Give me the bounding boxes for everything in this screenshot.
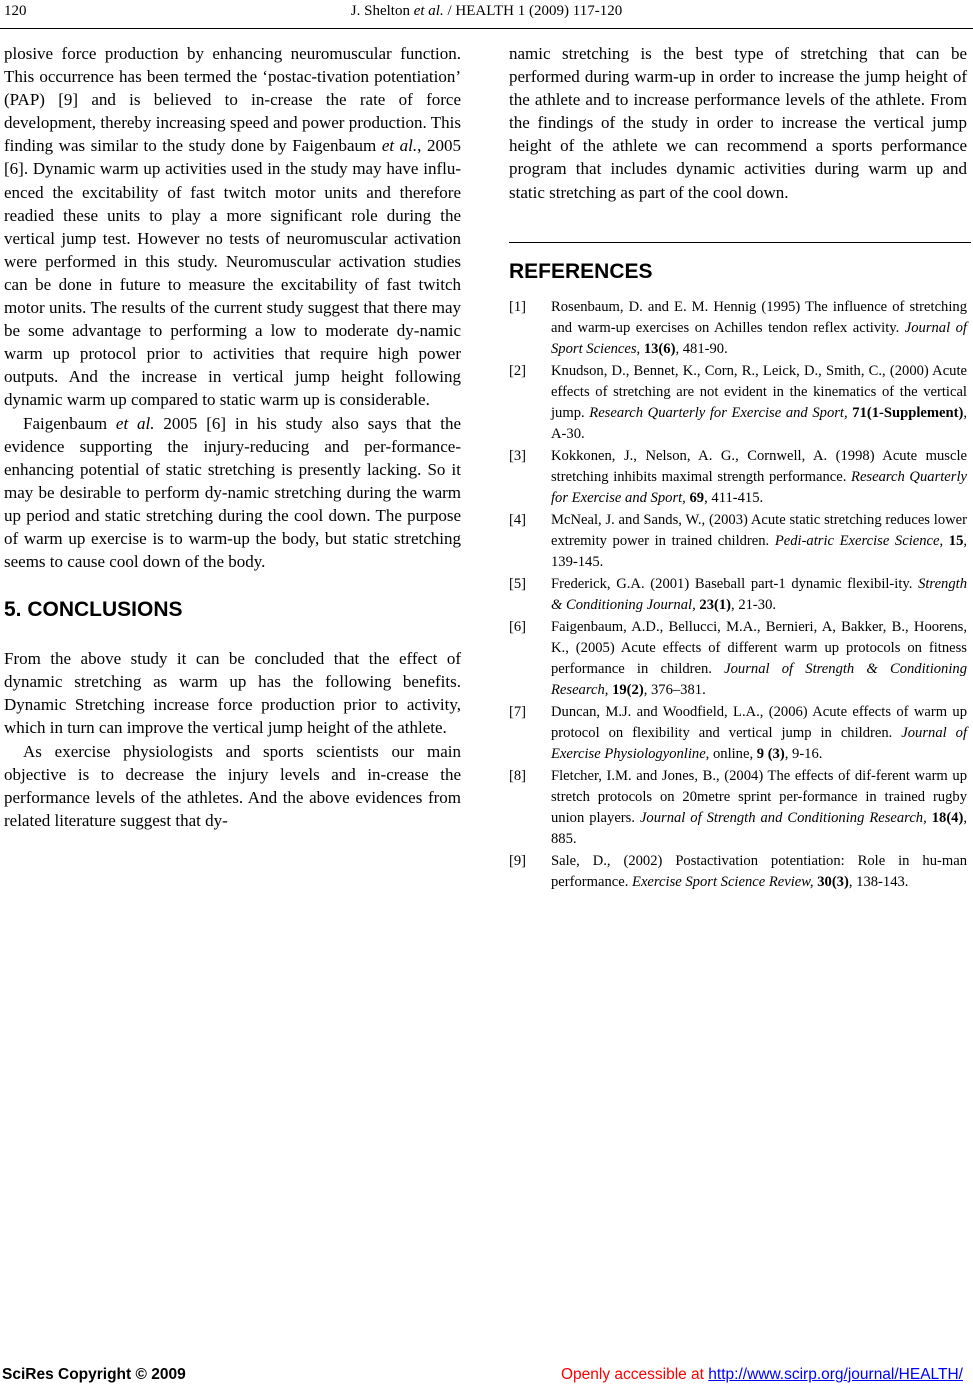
body-paragraph: From the above study it can be concluded that the effect of dynamic stretching as warm up has the following benefits. Dynamic Stretching increase force production prior to activity, which in turn can improve the vertical jump height of the athlete. xyxy=(4,649,461,738)
reference-item: [3] Kokkonen, J., Nelson, A. G., Cornwell, A. (1998) Acute muscle stretching inhibits maximal strength performance. Research Quarterly for Exercise and Sport, 69, 411-415. xyxy=(509,447,967,506)
reference-item: [6] Faigenbaum, A.D., Bellucci, M.A., Bernieri, A, Bakker, B., Hoorens, K., (2005) Acute effects of different warm up protocols on fitness performance in children. Journal of Strength & Conditioning Research, 19(2), 376–381. xyxy=(509,618,967,698)
left-column xyxy=(4,42,461,832)
reference-item: [2] Knudson, D., Bennet, K., Corn, R., Leick, D., Smith, C., (2000) Acute effects of stretching are not evident in the kinematics of the vertical jump. Research Quarterly for Exercise and Sport, 71(1-Supplement), A-30. xyxy=(509,362,968,442)
references-heading: REFERENCES xyxy=(509,259,653,283)
section-heading-conclusions: 5. CONCLUSIONS xyxy=(4,598,183,622)
body-paragraph: plosive force production by enhancing neuromuscular function. This occurrence has been termed the ‘postac-tivation potentiation’ (PAP) [9] and is believed to in-crease the rate of force development, thereby increasing speed and power production. This finding was similar to the study done by Faigenbaum et al., 2005 [6]. Dynamic warm up activities used in the study may have influ-enced the excitability of fast twitch motor units and therefore readied these units to play a more significant role during the vertical jump test. However no tests of neuromuscular activation were performed in this study. Neuromuscular activation studies can be done in future to measure the excitability of fast twitch motor units. The results of the current study suggest that there may be some advantage to performing a low to moderate dy-namic warm up protocol prior to activities that require high power outputs. And the increase in vertical jump height following dynamic warm up compared to static warm up is considerable. xyxy=(4,44,461,410)
reference-item: [1] Rosenbaum, D. and E. M. Hennig (1995) The influence of stretching and warm-up exercises on Achilles tendon reflex activity. Journal of Sport Sciences, 13(6), 481-90. xyxy=(509,298,967,357)
journal-url-link[interactable]: http://www.scirp.org/journal/HEALTH/ xyxy=(708,1366,963,1383)
reference-item: [8] Fletcher, I.M. and Jones, B., (2004) The effects of dif-ferent warm up stretch protocols on 20metre sprint per-formance in trained rugby union players. Journal of Strength and Conditioning Research, 18(4), 885. xyxy=(509,767,967,847)
reference-item: [9] Sale, D., (2002) Postactivation potentiation: Role in hu-man performance. Exercise Sport Science Review, 30(3), 138-143. xyxy=(509,852,967,890)
reference-list xyxy=(509,297,967,893)
running-head: J. Shelton et al. / HEALTH 1 (2009) 117-120 xyxy=(350,3,623,19)
body-paragraph: Faigenbaum et al. 2005 [6] in his study also says that the evidence supporting the injury-reducing and per-formance-enhancing potential of static stretching is presently lacking. So it may be desirable to perform dy-namic stretching during the warm up period and static stretching during the cool down. The purpose of warm up exercise is to warm-up the body, but static stretching seems to cause cool down of the body. xyxy=(4,413,461,572)
reference-item: [4] McNeal, J. and Sands, W., (2003) Acute static stretching reduces lower extremity power in trained children. Pedi-atric Exercise Science, 15, 139-145. xyxy=(509,511,968,570)
header-rule xyxy=(0,28,973,29)
page-footer xyxy=(0,1366,973,1388)
body-paragraph: namic stretching is the best type of stretching that can be performed during warm-up in order to increase the jump height of the athlete and to increase performance levels of the athlete. From the findings of the study in order to increase the vertical jump height of the athlete we can recommend a sports performance program that includes dynamic activities during warm up and static stretching as part of the cool down. xyxy=(509,44,967,202)
reference-item: [7] Duncan, M.J. and Woodfield, L.A., (2006) Acute effects of warm up protocol on flexibility and vertical jump in children. Journal of Exercise Physiologyonline, online, 9 (3), 9-16. xyxy=(509,703,967,762)
right-column xyxy=(509,42,967,894)
body-paragraph: As exercise physiologists and sports scientists our main objective is to decrease the injury levels and in-crease the performance levels of the athletes. And the above evidences from related literature suggest that dy- xyxy=(4,741,461,830)
page-number: 120 xyxy=(4,3,27,19)
section-divider xyxy=(509,242,971,243)
copyright-notice: SciRes Copyright © 2009 xyxy=(2,1366,186,1383)
reference-item: [5] Frederick, G.A. (2001) Baseball part-1 dynamic flexibil-ity. Strength & Conditioning Journal, 23(1), 21-30. xyxy=(509,575,967,613)
page-header xyxy=(0,0,973,26)
open-access-notice: Openly accessible at http://www.scirp.org/journal/HEALTH/ xyxy=(560,1366,963,1383)
